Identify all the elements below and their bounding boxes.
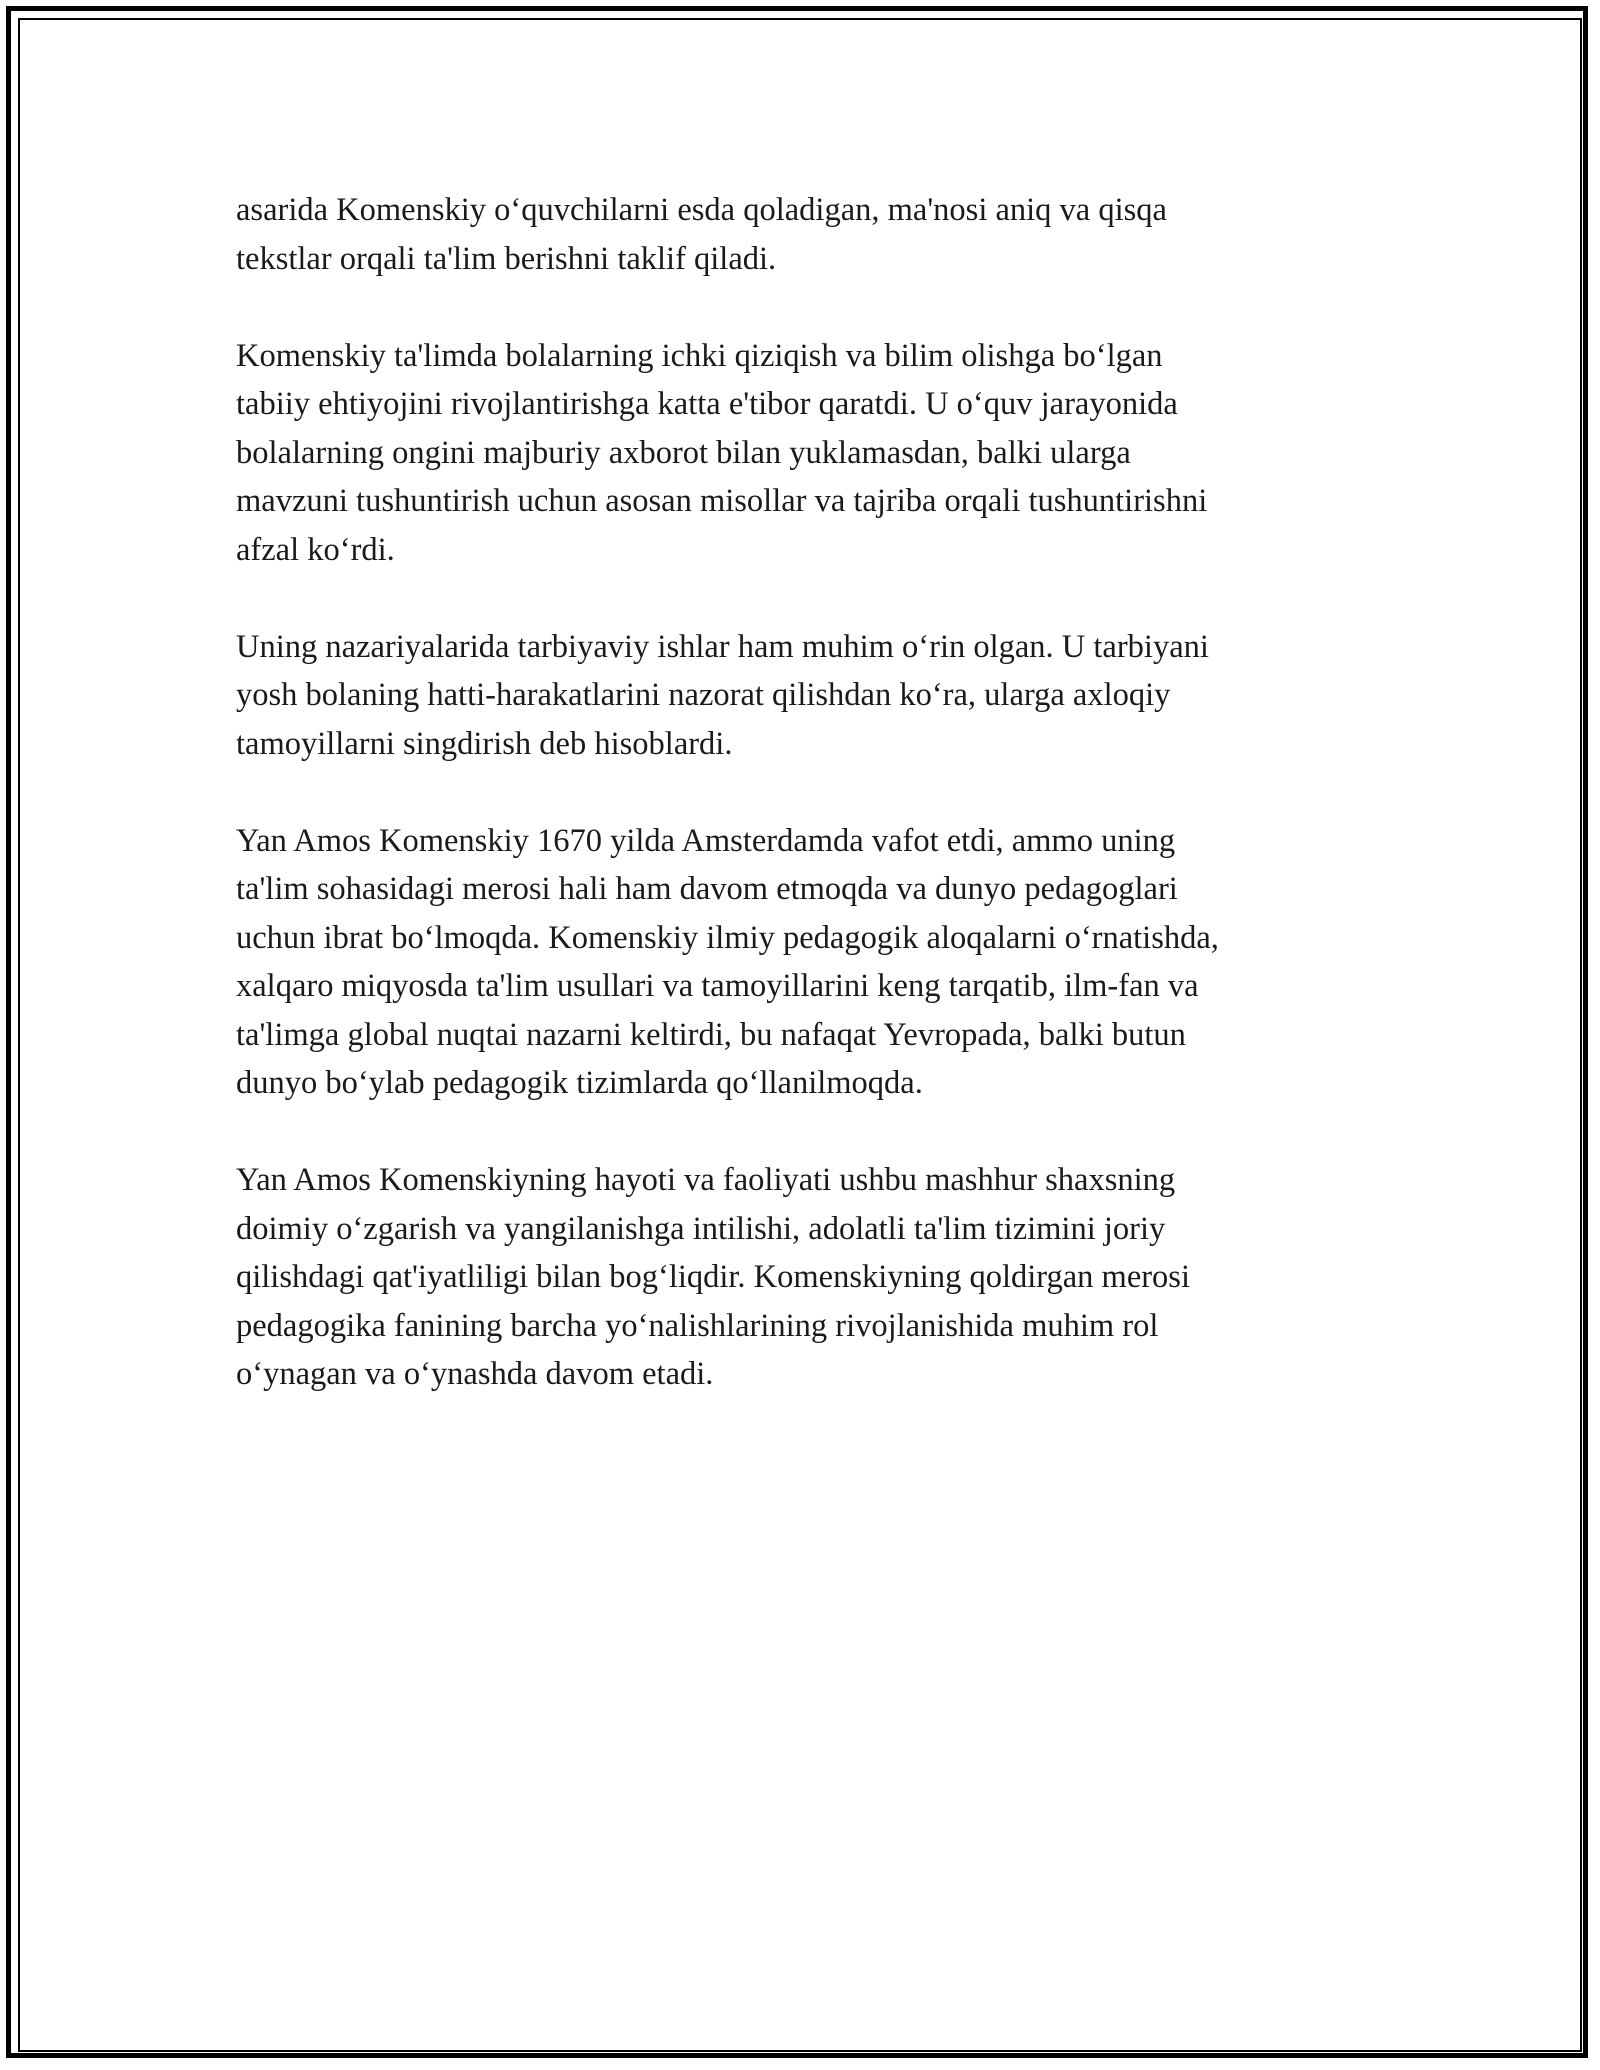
- paragraph-3: Uning nazariyalarida tarbiyaviy ishlar ham muhim o‘rin olgan. U tarbiyani yosh bolaning hatti-harakatlarini nazorat qilishdan ko‘ra, ularga axloqiy tamoyillarni singdirish deb hisoblardi.: [236, 628, 1209, 762]
- document-body: [236, 186, 1366, 1447]
- paragraph-5: Yan Amos Komenskiyning hayoti va faoliyati ushbu mashhur shaxsning doimiy o‘zgarish va yangilanishga intilishi, adolatli ta'lim tizimini joriy qilishdagi qat'iyatliligi bilan bog‘liqdir. Komenskiyning qoldirgan merosi pedagogika fanining barcha yo‘nalishlarining rivojlanishida muhim rol o‘ynagan va o‘ynashda davom etadi.: [236, 1162, 1190, 1392]
- paragraph-2: Komenskiy ta'limda bolalarning ichki qiziqish va bilim olishga bo‘lgan tabiiy ehtiyojini rivojlantirishga katta e'tibor qaratdi. U o‘quv jarayonida bolalarning ongini majburiy axborot bilan yuklamasdan, balki ularga mavzuni tushuntirish uchun asosan misollar va tajriba orqali tushuntirishni afzal ko‘rdi.: [236, 337, 1208, 568]
- paragraph-1: asarida Komenskiy o‘quvchilarni esda qoladigan, ma'nosi aniq va qisqa tekstlar orqali ta'lim berishni taklif qiladi.: [236, 192, 1167, 277]
- paragraph-4: Yan Amos Komenskiy 1670 yilda Amsterdamda vafot etdi, ammo uning ta'lim sohasidagi merosi hali ham davom etmoqda va dunyo pedagoglari uchun ibrat bo‘lmoqda. Komenskiy ilmiy pedagogik aloqalarni o‘rnatishda, xalqaro miqyosda ta'lim usullari va tamoyillarini keng tarqatib, ilm-fan va ta'limga global nuqtai nazarni keltirdi, bu nafaqat Yevropada, balki butun dunyo bo‘ylab pedagogik tizimlarda qo‘llanilmoqda.: [236, 822, 1219, 1101]
